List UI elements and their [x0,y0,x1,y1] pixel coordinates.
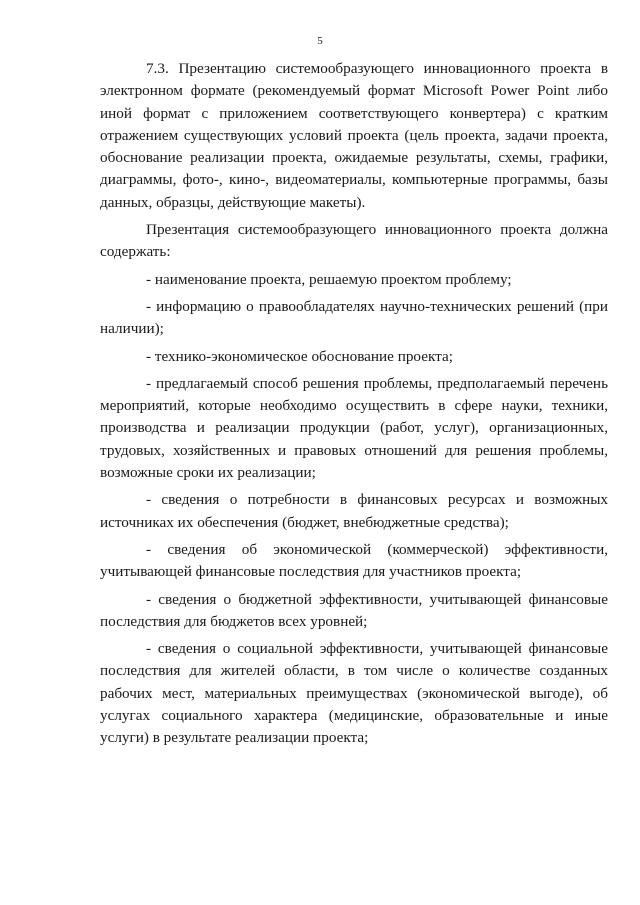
list-item-financial-needs: - сведения о потребности в финансовых ресурсах и возможных источниках их обеспечения (бюджет, внебюджетные средства); [100,491,608,531]
list-item-economic-efficiency: - сведения об экономической (коммерческой) эффективности, учитывающей финансовые последствия для участников проекта; [100,540,608,581]
list-item-rights-holders: - информацию о правообладателях научно-технических решений (при наличии); [100,297,608,338]
paragraph-presentation-contents-intro: Презентация системообразующего инновационного проекта должна содержать: [100,221,608,261]
list-item-feasibility-study: - технико-экономическое обоснование проекта; [146,347,453,365]
page-number: 5 [317,35,323,47]
list-item-solution-method: - предлагаемый способ решения проблемы, предполагаемый перечень мероприятий, которые необходимо осуществить в сфере науки, техники, производства и реализации продукции (работ, услуг), организационных, трудовых, хозяйственных и правовых отношений для решения проблемы, возможные сроки их реализации; [100,374,608,482]
list-item-project-name: - наименование проекта, решаемую проектом проблему; [146,270,512,288]
list-item-budget-efficiency: - сведения о бюджетной эффективности, учитывающей финансовые последствия для бюджетов всех уровней; [100,590,608,630]
paragraph-7-3-presentation: 7.3. Презентацию системообразующего инновационного проекта в электронном формате (рекомендуемый формат Microsoft Power Point либо иной формат с приложением соответствующего конвертера) с кратким отражением существующих условий проекта (цель проекта, задачи проекта, обоснование реализации проекта, ожидаемые результаты, схемы, графики, диаграммы, фото-, кино-, видеоматериалы, компьютерные программы, базы данных, образцы, действующие макеты). [100,60,608,211]
list-item-social-efficiency: - сведения о социальной эффективности, учитывающей финансовые последствия для жителей области, в том числе о количестве созданных рабочих мест, материальных преимуществах (экономической выгоде), об услугах социального характера (медицинские, образовательные и иные услуги) в результате реализации проекта; [100,640,608,747]
document-body [100,58,608,755]
